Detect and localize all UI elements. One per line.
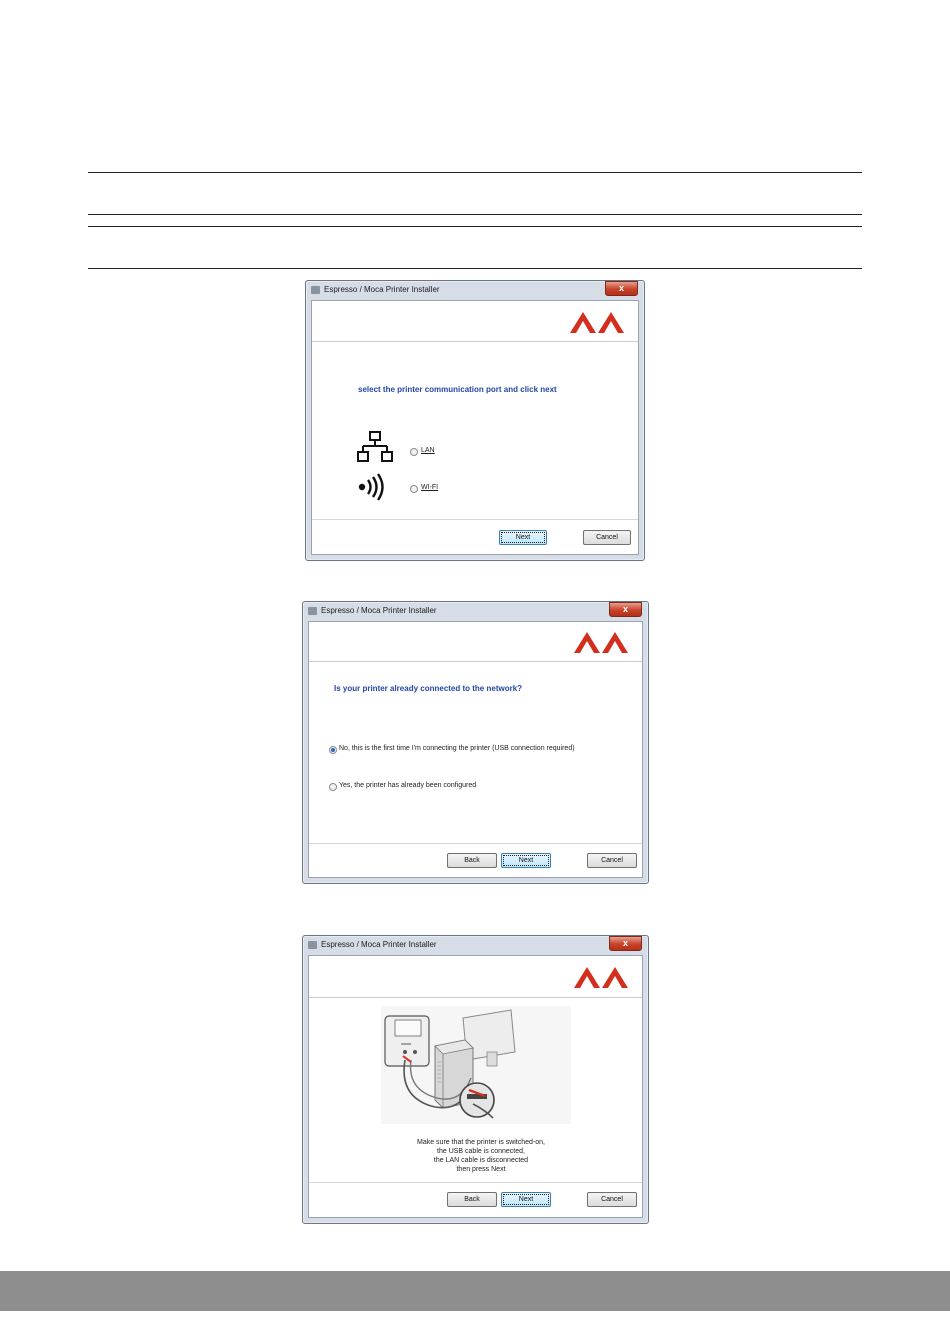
brand-logo — [574, 964, 630, 990]
close-button[interactable]: x — [605, 281, 638, 296]
header-banner — [309, 956, 642, 998]
instruction-line-4: then press Next — [456, 1166, 506, 1173]
instruction-line-1: Make sure that the printer is switched-on, — [416, 1139, 545, 1146]
lan-label[interactable]: LAN — [421, 447, 435, 454]
page-heading: Is your printer already connected to the network? — [334, 684, 523, 693]
cancel-button[interactable]: Cancel — [587, 1192, 637, 1207]
top-rule-2 — [88, 214, 862, 215]
wifi-radio[interactable] — [410, 485, 418, 493]
wifi-icon — [358, 473, 388, 501]
window-title: Espresso / Moca Printer Installer — [321, 606, 437, 615]
instruction-line-2: the USB cable is connected, — [437, 1148, 525, 1155]
button-bar — [312, 519, 638, 554]
title-bar — [303, 936, 648, 954]
app-icon — [308, 941, 317, 949]
brand-logo — [570, 309, 626, 335]
close-button[interactable]: x — [609, 936, 642, 951]
page-footer-band — [0, 1271, 950, 1311]
window-title: Espresso / Moca Printer Installer — [321, 940, 437, 949]
app-icon — [308, 607, 317, 615]
cancel-button[interactable]: Cancel — [587, 853, 637, 868]
app-icon — [311, 286, 320, 294]
first-time-radio[interactable] — [329, 746, 337, 754]
window-title: Espresso / Moca Printer Installer — [324, 285, 440, 294]
installer-window-usb — [302, 935, 649, 1224]
network-icon — [357, 431, 393, 463]
lan-radio[interactable] — [410, 448, 418, 456]
dialog-body — [311, 300, 639, 555]
already-configured-radio[interactable] — [329, 783, 337, 791]
back-button[interactable]: Back — [447, 1192, 497, 1207]
installer-window-network — [302, 601, 649, 884]
next-button[interactable]: Next — [499, 530, 547, 545]
already-configured-label[interactable]: Yes, the printer has already been configured — [339, 782, 477, 789]
top-rule-1 — [88, 172, 862, 173]
back-button[interactable]: Back — [447, 853, 497, 868]
cancel-button[interactable]: Cancel — [583, 530, 631, 545]
next-button[interactable]: Next — [501, 1192, 551, 1207]
header-banner — [312, 301, 638, 342]
title-bar — [306, 281, 644, 299]
button-bar — [309, 843, 642, 877]
page-heading: select the printer communication port and click next — [358, 385, 557, 394]
top-rule-3 — [88, 226, 862, 227]
title-bar — [303, 602, 648, 620]
first-time-label[interactable]: No, this is the first time I'm connecting the printer (USB connection required) — [339, 745, 575, 752]
dialog-body — [308, 955, 643, 1218]
dialog-body — [308, 621, 643, 878]
brand-logo — [574, 629, 630, 655]
instruction-line-3: the LAN cable is disconnected — [433, 1157, 529, 1164]
wifi-label[interactable]: WI-FI — [421, 484, 439, 491]
printer-usb-illustration — [381, 1006, 571, 1124]
header-banner — [309, 622, 642, 662]
installer-window-port — [305, 280, 645, 561]
close-button[interactable]: x — [609, 602, 642, 617]
button-bar — [309, 1182, 642, 1217]
next-button[interactable]: Next — [501, 853, 551, 868]
top-rule-4 — [88, 268, 862, 269]
